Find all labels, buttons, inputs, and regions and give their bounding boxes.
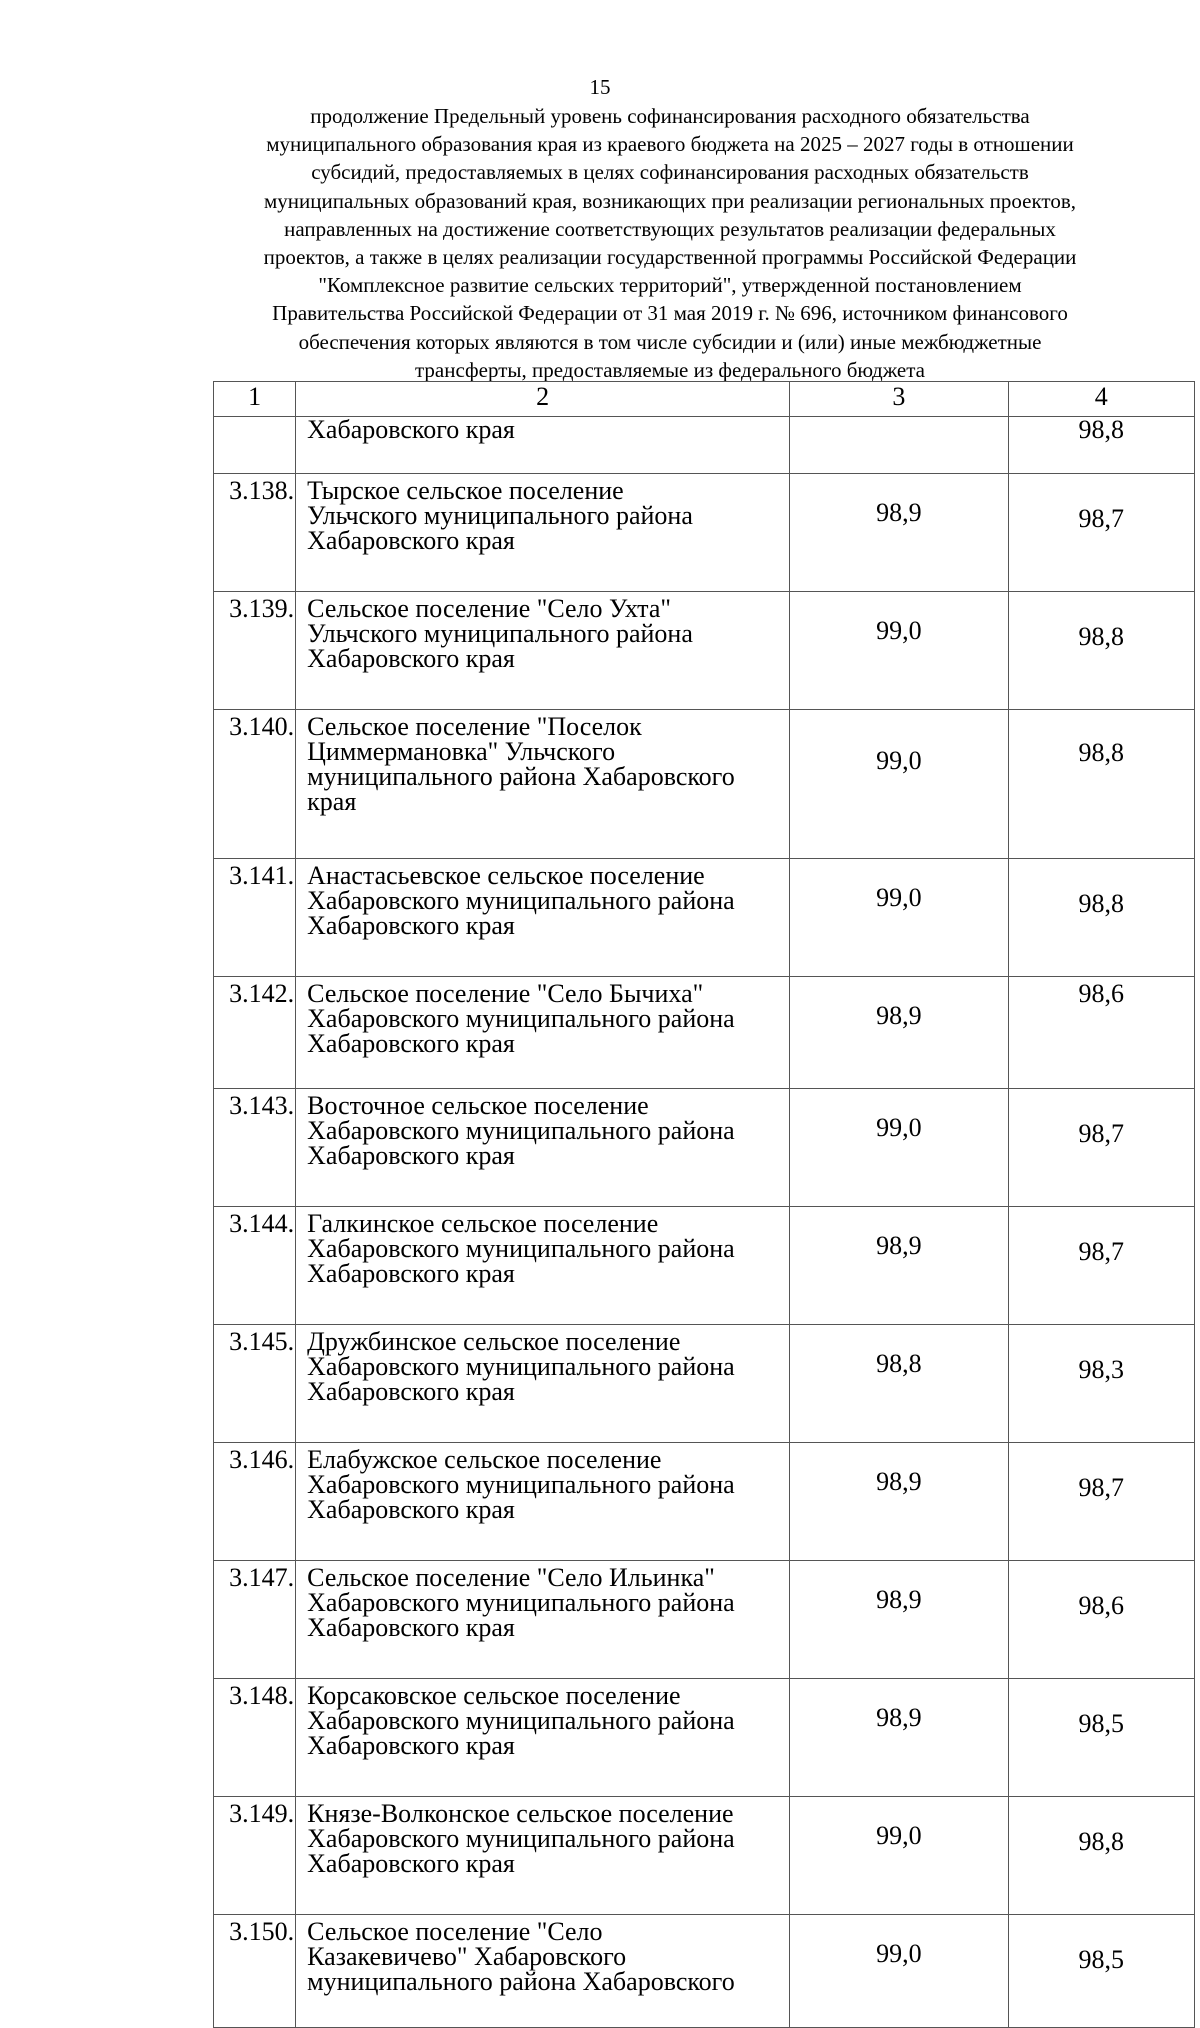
table-row [214, 1443, 1195, 1561]
row-value-col4: 98,8 [1008, 859, 1194, 977]
row-value-col4: 98,7 [1008, 1089, 1194, 1207]
column-header: 3 [790, 382, 1008, 417]
row-value-col3: 98,9 [790, 977, 1008, 1089]
table-row [214, 859, 1195, 977]
row-value-col3: 99,0 [790, 859, 1008, 977]
row-value-col3: 99,0 [790, 1915, 1008, 2028]
table-row [214, 1089, 1195, 1207]
row-name: Корсаковское сельское поселение Хабаровского муниципального района Хабаровского края [296, 1679, 790, 1797]
row-value-col4: 98,5 [1008, 1915, 1194, 2028]
row-number: 3.146. [214, 1443, 296, 1561]
column-header: 4 [1008, 382, 1194, 417]
row-number: 3.139. [214, 592, 296, 710]
table-row [214, 1797, 1195, 1915]
row-number: 3.148. [214, 1679, 296, 1797]
row-name: Сельское поселение "Поселок Циммермановка" Ульчского муниципального района Хабаровского края [296, 710, 790, 859]
row-value-col4: 98,6 [1008, 1561, 1194, 1679]
table-row [214, 1561, 1195, 1679]
row-value-col3: 98,9 [790, 1207, 1008, 1325]
row-name: Анастасьевское сельское поселение Хабаровского муниципального района Хабаровского края [296, 859, 790, 977]
row-name: Тырское сельское поселение Ульчского муниципального района Хабаровского края [296, 474, 790, 592]
table-row [214, 1915, 1195, 2028]
row-value-col3: 99,0 [790, 1797, 1008, 1915]
row-value-col4: 98,8 [1008, 592, 1194, 710]
table-heading [190, 102, 1150, 384]
row-name: Сельское поселение "Село Ильинка" Хабаровского муниципального района Хабаровского края [296, 1561, 790, 1679]
row-name: Дружбинское сельское поселение Хабаровского муниципального района Хабаровского края [296, 1325, 790, 1443]
page-number: 15 [589, 75, 611, 99]
row-value-col4: 98,8 [1008, 1797, 1194, 1915]
row-name: Хабаровского края [296, 417, 790, 474]
row-number: 3.142. [214, 977, 296, 1089]
row-name: Восточное сельское поселение Хабаровского муниципального района Хабаровского края [296, 1089, 790, 1207]
table-header-row [214, 382, 1195, 417]
row-value-col4: 98,6 [1008, 977, 1194, 1089]
heading-line: трансферты, предоставляемые из федерального бюджета [414, 357, 926, 382]
row-value-col3: 98,9 [790, 1679, 1008, 1797]
row-value-col4: 98,5 [1008, 1679, 1194, 1797]
row-value-col3: 98,9 [790, 1443, 1008, 1561]
table-row [214, 1679, 1195, 1797]
heading-line: Правительства Российской Федерации от 31 мая 2019 г. № 696, источником финансового [272, 301, 1068, 326]
row-name: Галкинское сельское поселение Хабаровского муниципального района Хабаровского края [296, 1207, 790, 1325]
row-number: 3.141. [214, 859, 296, 977]
row-value-col4: 98,7 [1008, 1443, 1194, 1561]
table-row [214, 977, 1195, 1089]
row-number: 3.143. [214, 1089, 296, 1207]
heading-line: продолжение Предельный уровень софинансирования расходного обязательства [310, 104, 1030, 128]
row-name: Елабужское сельское поселение Хабаровского муниципального района Хабаровского края [296, 1443, 790, 1561]
table-row [214, 1325, 1195, 1443]
row-number: 3.147. [214, 1561, 296, 1679]
row-value-col4: 98,8 [1008, 710, 1194, 859]
row-value-col3: 99,0 [790, 1089, 1008, 1207]
row-value-col4: 98,3 [1008, 1325, 1194, 1443]
column-header: 1 [214, 382, 296, 417]
heading-line: муниципальных образований края, возникающих при реализации региональных проектов, [263, 188, 1076, 213]
row-number: 3.144. [214, 1207, 296, 1325]
heading-line: "Комплексное развитие сельских территорий", утвержденной постановлением [318, 273, 1022, 298]
table-row [214, 474, 1195, 592]
row-value-col4: 98,7 [1008, 1207, 1194, 1325]
row-value-col3 [790, 417, 1008, 474]
row-value-col4: 98,7 [1008, 474, 1194, 592]
table-row [214, 710, 1195, 859]
row-number: 3.150. [214, 1915, 296, 2028]
row-value-col4: 98,8 [1008, 417, 1194, 474]
row-name: Князе-Волконское сельское поселение Хабаровского муниципального района Хабаровского края [296, 1797, 790, 1915]
table-row-continuation [214, 417, 1195, 474]
table-row [214, 1207, 1195, 1325]
row-name: Сельское поселение "Село Казакевичево" Хабаровского муниципального района Хабаровского [296, 1915, 790, 2028]
row-number: 3.145. [214, 1325, 296, 1443]
row-value-col3: 98,9 [790, 1561, 1008, 1679]
row-name: Сельское поселение "Село Ухта" Ульчского муниципального района Хабаровского края [296, 592, 790, 710]
row-number: 3.138. [214, 474, 296, 592]
heading-line: направленных на достижение соответствующих результатов реализации федеральных [284, 216, 1056, 241]
row-number [214, 417, 296, 474]
row-value-col3: 99,0 [790, 710, 1008, 859]
row-number: 3.149. [214, 1797, 296, 1915]
subsidy-table [213, 381, 1195, 2028]
row-value-col3: 98,8 [790, 1325, 1008, 1443]
row-number: 3.140. [214, 710, 296, 859]
row-value-col3: 98,9 [790, 474, 1008, 592]
heading-line: обеспечения которых являются в том числе субсидии и (или) иные межбюджетные [298, 329, 1042, 354]
column-header: 2 [296, 382, 790, 417]
heading-line: субсидий, предоставляемых в целях софинансирования расходных обязательств [311, 160, 1029, 185]
row-value-col3: 99,0 [790, 592, 1008, 710]
table-row [214, 592, 1195, 710]
heading-line: проектов, а также в целях реализации государственной программы Российской Федерации [263, 245, 1077, 270]
row-name: Сельское поселение "Село Бычиха" Хабаровского муниципального района Хабаровского края [296, 977, 790, 1089]
heading-line: муниципального образования края из краевого бюджета на 2025 – 2027 годы в отношении [266, 132, 1074, 157]
